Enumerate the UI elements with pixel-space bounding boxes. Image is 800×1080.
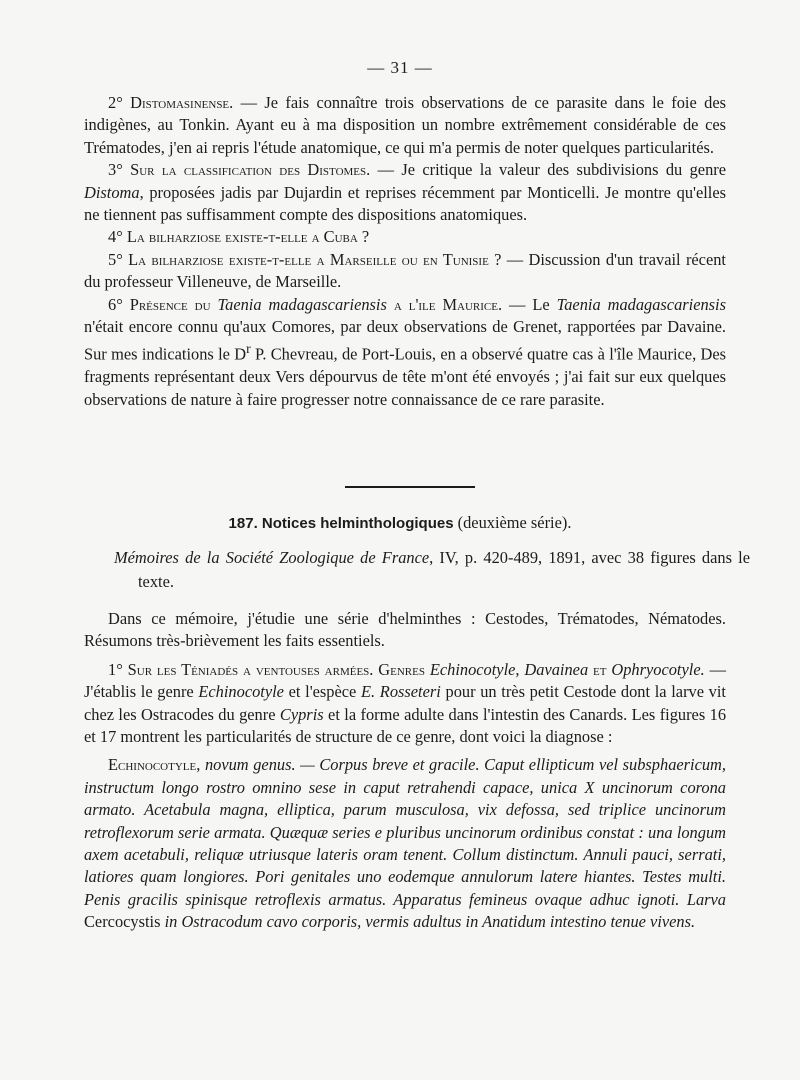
section-text: — J'établis le genre [84,659,726,702]
section-heading: Sur la classification des Distomes. [130,160,371,180]
page-number: — 31 — [367,58,433,77]
species-name: E. Rosseteri [361,682,441,702]
notice-number: 187. [228,515,258,532]
section-3 [84,159,726,226]
section-5 [84,249,726,294]
memoire-title: Mémoires de la Société Zoologique de France [114,548,430,567]
species-name: Taenia madagascariensis [217,294,387,314]
section-text: pour un très petit Cestode dont la larve vit chez les Ostracodes du genre [84,682,726,724]
section-text: — Le [509,294,550,314]
section-list-top [84,92,726,411]
section-text: n'était encore connu qu'aux Comores, par deux observations de Grenet, rapportées par Davaine. Sur mes indications le D [84,317,726,364]
diagnosis [84,754,726,933]
section-heading: Distomasinense. [130,93,234,112]
section-text: — Discussion d'un travail récent du professeur Villeneuve, de Marseille. [84,249,726,292]
genus-name: Ophryocotyle. [611,659,705,679]
memoire-ref: , IV, p. 420-489, 1891, avec 38 figures dans le texte. [138,548,750,591]
section-text: et la forme adulte dans l'intestin des Canards. Les figures 16 et 17 montrent les particularités de structure de ce genre, dont voici la diagnose : [84,704,727,747]
notice-title [0,513,800,533]
section-divider [345,486,475,488]
section-heading: La bilharziose existe-t-elle a Cuba ? [126,227,370,247]
genus-name: Distoma [84,182,140,202]
genus-name: Davainea [524,659,589,679]
intro-paragraph: Dans ce mémoire, j'étudie une série d'helminthes : Cestodes, Trématodes, Nématodes. Résumons très-brièvement les faits essentiels. [84,609,726,651]
species-name: Taenia madagascariensis [556,294,726,314]
conjunction: et [593,659,607,679]
section-num: 3° [108,160,123,180]
section-num: 1° [108,659,123,679]
section-heading: Présence du [129,294,211,314]
section-text: — Je fais connaître trois observations de ce parasite dans le foie des indigènes, au Tonkin. Ayant eu à ma disposition un nombre extrêmement considérable de ces Trématodes, j'en ai repris l'étude anatomique, ce qui m'a permis de noter quelques particularités. [84,93,726,157]
diagnosis-text: novum genus. — Corpus breve et gracile. Caput ellipticum vel subsphaericum, instructum longo rostro omnino sese in caput retrahendi capace, unica X uncinorum corona armato. Acetabula magna, elliptica, parum musculosa, vix defossa, sed triplice uncinorum retroflexorum serie armata. Quæquæ series e pluribus uncinorum ordinibus constat : una longum axem acetabuli, reliquæ utriusque lateris oram tenent. Collum distinctum. Annuli pauci, serrati, latiores quam longiores. Pori genitales uno eodemque annulorum latere hiantes. Testes multi. Penis gracilis spinisque retroflexis armatus. Apparatus femineus ovaque adhuc ignoti. [84,755,726,909]
memoire-reference [114,546,750,594]
section-text: , proposées jadis par Dujardin et reprises récemment par Monticelli. Je montre qu'elles ne tiennent pas suffisamment compte des dispositions anatomiques. [84,182,726,225]
section-6 [84,294,726,412]
section-num: 5° [108,249,123,269]
section-1 [84,659,726,749]
notice-subtitle: (deuxième série). [457,513,572,532]
section-num: 2° [108,93,123,112]
larva-label: Larva [686,889,726,909]
diagnosis-genus: Echinocotyle, [108,755,201,775]
section-4 [84,226,726,248]
section-heading: La bilharziose existe-t-elle a Marseille ou en Tunisie ? [128,249,502,269]
section-text: et l'espèce [288,682,357,702]
section-heading: Sur les Téniadés a ventouses armées. Genres [127,659,425,679]
section-num: 4° [108,227,123,247]
genus-name: Echinocotyle [198,682,284,702]
larva-name: Cercocystis [84,912,161,932]
genus-name: Cypris [279,704,324,724]
diagnosis-text: in Ostracodum cavo corporis, vermis adultus in Anatidum intestino tenue vivens. [164,912,696,932]
section-text: — Je critique la valeur des subdivisions du genre [377,160,726,180]
genus-name: Echinocotyle [429,659,516,679]
section-list-bottom [84,608,726,934]
section-heading: a l'ile Maurice. [393,294,503,314]
section-2 [84,92,726,159]
notice-heading: Notices helminthologiques [261,515,454,532]
separator: , [515,659,520,679]
section-num: 6° [108,294,123,314]
section-text: P. Chevreau, de Port-Louis, en a observé quatre cas à l'île Maurice, Des fragments représentant deux Vers dépourvus de tête m'ont été envoyés ; j'ai fait sur eux quelques observations de nature à faire progresser notre connaissance de ce rare parasite. [84,344,726,409]
superscript: r [246,341,251,357]
